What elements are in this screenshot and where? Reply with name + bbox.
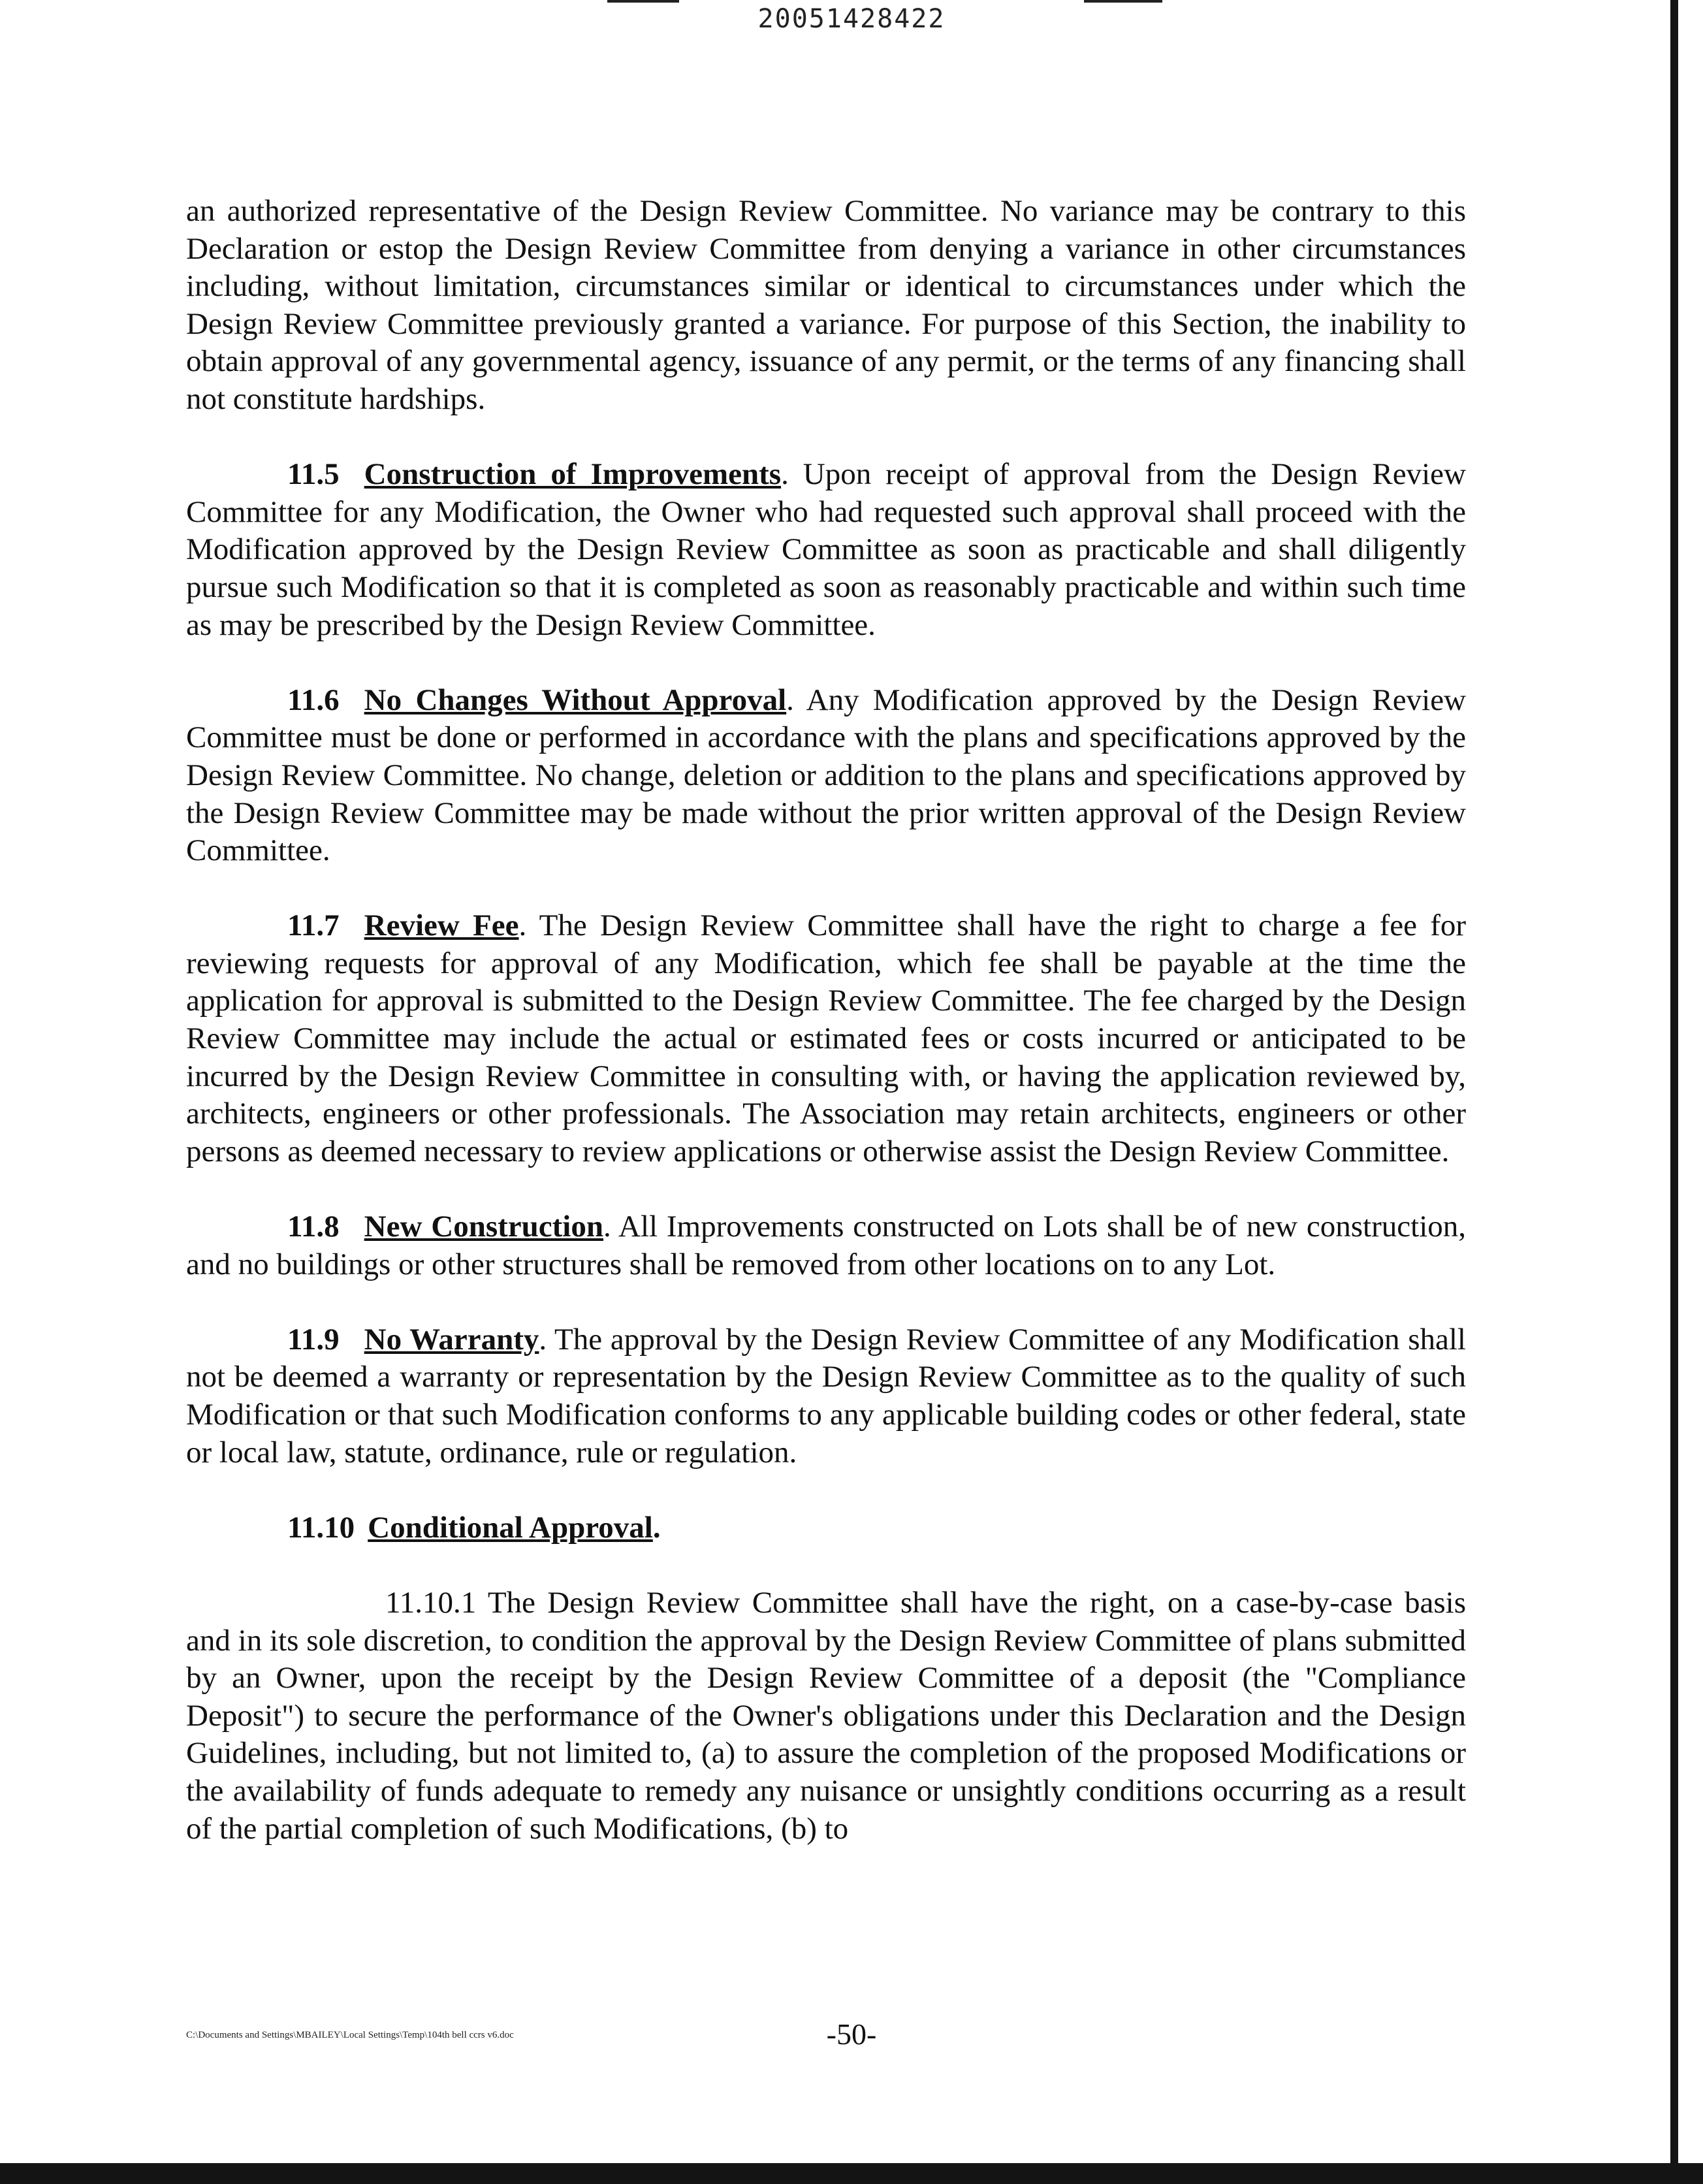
paragraph-text: an authorized representative of the Design Review Committee. No variance may be contrary to this Declaration or estop the Design Review Committee from denying a variance in other circumstances including, without limitation, circumstances similar or identical to circumstances under which the Design Review Committee previously granted a variance. For purpose of this Section, the inability to obtain approval of any governmental agency, issuance of any permit, or the terms of any financing shall not constitute hardships. bbox=[186, 194, 1466, 416]
page-number: -50- bbox=[826, 2017, 877, 2051]
paragraph-continuation bbox=[186, 193, 1466, 419]
section-number: 11.5 bbox=[287, 457, 340, 492]
section-title: Conditional Approval bbox=[368, 1510, 653, 1545]
section-11-5 bbox=[186, 456, 1466, 644]
section-title: Construction of Improvements bbox=[364, 457, 782, 492]
section-11-10 bbox=[186, 1509, 1466, 1547]
footer-file-path: C:\Documents and Settings\MBAILEY\Local Settings\Temp\104th bell ccrs v6.doc bbox=[186, 2030, 514, 2040]
section-number: 11.7 bbox=[287, 908, 340, 943]
section-title: New Construction bbox=[364, 1210, 603, 1244]
section-text: . All Improvements constructed on Lots shall be of new construction, and no buildings or other structures shall be removed from other locations on to any Lot. bbox=[186, 1210, 1466, 1281]
scan-rule-right bbox=[1084, 0, 1162, 3]
section-text: . Any Modification approved by the Design Review Committee must be done or performed in accordance with the plans and specifications approved by the Design Review Committee. No change, deletion or addition to the plans and specifications approved by the Design Review Committee may be made without the prior written approval of the Design Review Committee. bbox=[186, 682, 1467, 868]
scan-edge-bottom bbox=[0, 2163, 1703, 2184]
section-number: 11.10.1 bbox=[385, 1585, 477, 1620]
section-11-10-1 bbox=[186, 1584, 1466, 1848]
recording-number: 20051428422 bbox=[757, 4, 946, 34]
section-11-6 bbox=[186, 682, 1466, 870]
section-text: The Design Review Committee shall have the right, on a case-by-case basis and in its sole discretion, to condition the approval by the Design Review Committee of plans submitted by an Owner, upon the receipt by the Design Review Committee of a deposit (the "Compliance Deposit") to secure the performance of the Owner's obligations under this Declaration and the Design Guidelines, including, but not limited to, (a) to assure the completion of the proposed Modifications or the availability of funds adequate to remedy any nuisance or unsightly conditions occurring as a result of the partial completion of such Modifications, (b) to bbox=[186, 1585, 1466, 1846]
document-body bbox=[186, 193, 1466, 1886]
section-11-8 bbox=[186, 1208, 1466, 1283]
section-11-7 bbox=[186, 907, 1466, 1170]
scan-rule-left bbox=[607, 0, 679, 3]
section-number: 11.6 bbox=[287, 682, 340, 717]
section-text: . The approval by the Design Review Committee of any Modification shall not be deemed a warranty or representation by the Design Review Committee as to the quality of such Modification or that such Modification conforms to any applicable building codes or other federal, state or local law, statute, ordinance, rule or regulation. bbox=[186, 1322, 1466, 1469]
section-title: Review Fee bbox=[364, 908, 519, 943]
section-number: 11.9 bbox=[287, 1322, 340, 1357]
section-text: . Upon receipt of approval from the Design Review Committee for any Modification, the Owner who had requested such approval shall proceed with the Modification approved by the Design Review Committee as soon as practicable and shall diligently pursue such Modification so that it is completed as soon as reasonably practicable and within such time as may be prescribed by the Design Review Committee. bbox=[186, 457, 1466, 642]
section-text: . bbox=[652, 1510, 661, 1545]
section-title: No Changes Without Approval bbox=[364, 682, 787, 717]
section-title: No Warranty bbox=[364, 1322, 539, 1357]
section-text: . The Design Review Committee shall have the right to charge a fee for reviewing requests for approval of any Modification, which fee shall be payable at the time the application for approval is submitted to the Design Review Committee. The fee charged by the Design Review Committee may include the actual or estimated fees or costs incurred or anticipated to be incurred by the Design Review Committee in consulting with, or having the application reviewed by, architects, engineers or other professionals. The Association may retain architects, engineers or other persons as deemed necessary to review applications or otherwise assist the Design Review Committee. bbox=[186, 908, 1466, 1168]
section-11-9 bbox=[186, 1321, 1466, 1471]
section-number: 11.8 bbox=[287, 1210, 340, 1244]
scan-edge-right bbox=[1670, 0, 1678, 2184]
section-number: 11.10 bbox=[287, 1510, 355, 1545]
